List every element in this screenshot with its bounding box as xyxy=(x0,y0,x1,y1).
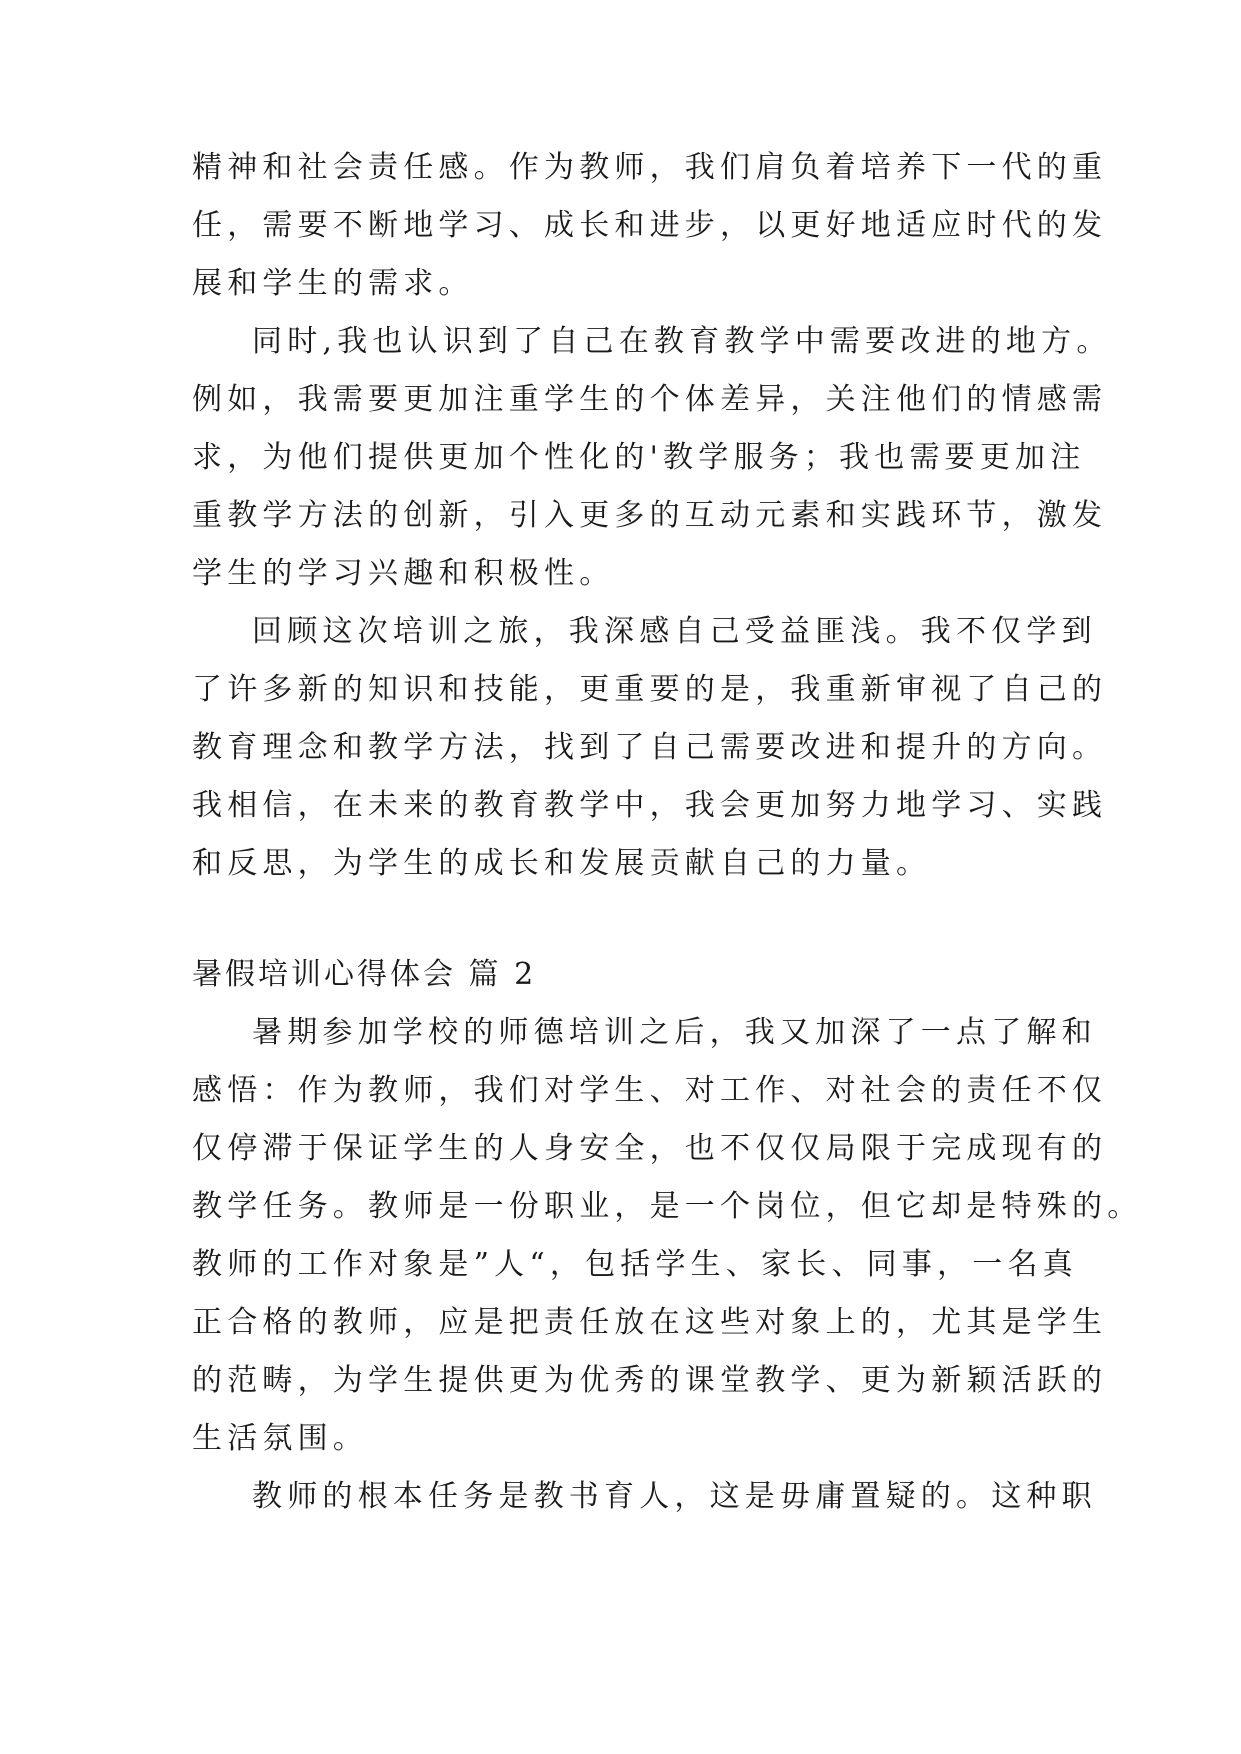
text-line: 我相信，在未来的教育教学中，我会更加努力地学习、实践 xyxy=(192,788,1108,823)
text-line: 展和学生的需求。 xyxy=(192,266,474,301)
text-line: 重教学方法的创新，引入更多的互动元素和实践环节，激发 xyxy=(192,498,1108,533)
text-line: 任，需要不断地学习、成长和进步，以更好地适应时代的发 xyxy=(192,208,1108,243)
paragraph-first-line: 暑期参加学校的师德培训之后，我又加深了一点了解和 xyxy=(252,1015,1097,1050)
section-heading: 暑假培训心得体会 篇 2 xyxy=(192,957,537,992)
text-line: 精神和社会责任感。作为教师，我们肩负着培养下一代的重 xyxy=(192,150,1108,185)
text-line: 例如，我需要更加注重学生的个体差异，关注他们的情感需 xyxy=(192,382,1108,417)
text-line: 了许多新的知识和技能，更重要的是，我重新审视了自己的 xyxy=(192,672,1108,707)
text-line: 的范畴，为学生提供更为优秀的课堂教学、更为新颖活跃的 xyxy=(192,1363,1108,1398)
text-line: 求，为他们提供更加个性化的'教学服务；我也需要更加注 xyxy=(192,440,1086,475)
text-line: 感悟：作为教师，我们对学生、对工作、对社会的责任不仅 xyxy=(192,1073,1108,1108)
paragraph-first-line: 教师的根本任务是教书育人，这是毋庸置疑的。这种职 xyxy=(252,1479,1097,1514)
text-line: 教学任务。教师是一份职业，是一个岗位，但它却是特殊的。 xyxy=(192,1189,1143,1224)
text-line: 学生的学习兴趣和积极性。 xyxy=(192,556,615,591)
text-line: 生活氛围。 xyxy=(192,1421,368,1456)
text-line: 教育理念和教学方法，找到了自己需要改进和提升的方向。 xyxy=(192,730,1108,765)
paragraph-first-line: 同时,我也认识到了自己在教育教学中需要改进的地方。 xyxy=(252,324,1112,359)
text-line: 正合格的教师，应是把责任放在这些对象上的，尤其是学生 xyxy=(192,1305,1108,1340)
text-line: 和反思，为学生的成长和发展贡献自己的力量。 xyxy=(192,846,932,881)
text-line: 教师的工作对象是”人“，包括学生、家长、同事，一名真 xyxy=(192,1247,1078,1282)
text-line: 仅停滞于保证学生的人身安全，也不仅仅局限于完成现有的 xyxy=(192,1131,1108,1166)
paragraph-first-line: 回顾这次培训之旅，我深感自己受益匪浅。我不仅学到 xyxy=(252,614,1097,649)
